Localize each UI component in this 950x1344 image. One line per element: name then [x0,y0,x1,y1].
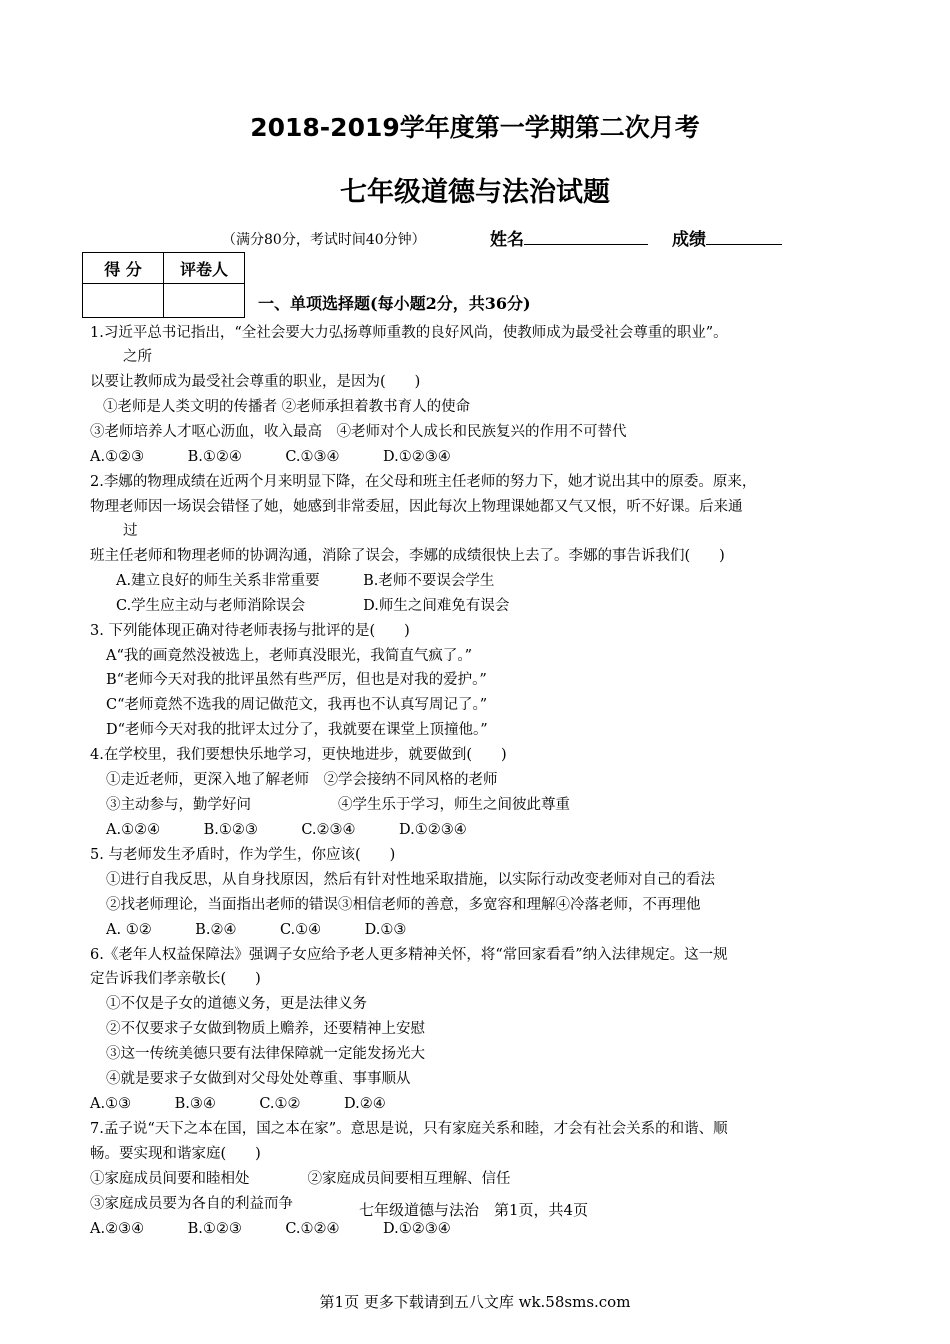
question-line: ③老师培养人才呕心沥血，收入最高 ④老师对个人成长和民族复兴的作用不可替代 [90,424,627,440]
question-line: 物理老师因一场误会错怪了她，她感到非常委屈，因此每次上物理课她都又气又恨，听不好课。后来通 [90,499,743,515]
section-title: 一、单项选择题(每小题2分，共36分) [258,294,531,313]
question-line: B“老师今天对我的批评虽然有些严厉，但也是对我的爱护。” [106,672,487,688]
question-line: ③家庭成员要为各自的利益而争 [90,1196,293,1212]
question-line: 5. 与老师发生矛盾时，作为学生，你应该( ) [90,847,396,863]
score-header: 得 分 [83,253,164,284]
question-line: 畅。要实现和谐家庭( ) [90,1146,261,1162]
question-line: C.学生应主动与老师消除误会 D.师生之间难免有误会 [116,598,510,614]
question-line: 2.李娜的物理成绩在近两个月来明显下降，在父母和班主任老师的努力下，她才说出其中的原委。原来， [90,474,757,490]
score-field [672,225,782,250]
page-footer: 七年级道德与法治 第1页，共4页 [355,1199,592,1220]
question-line: A“我的画竟然没被选上，老师真没眼光，我简直气疯了。” [106,648,473,664]
question-line: A.①③ B.③④ C.①② D.②④ [90,1096,386,1112]
question-line: A.①②④ B.①②③ C.②③④ D.①②③④ [106,822,467,838]
question-line: ①家庭成员间要和睦相处 ②家庭成员间要相互理解、信任 [90,1171,511,1187]
question-line: 以要让教师成为最受社会尊重的职业，是因为( ) [90,374,421,390]
question-line: ①进行自我反思，从自身找原因，然后有针对性地采取措施，以实际行动改变老师对自己的看法 [106,872,715,888]
download-footer: 第1页 更多下载请到五八文库 wk.58sms.com [319,1293,631,1311]
exam-subtitle: 七年级道德与法治试题 [340,177,610,208]
score-table [82,252,245,318]
question-line: A.①②③ B.①②④ C.①③④ D.①②③④ [90,449,451,465]
question-line: ③这一传统美德只要有法律保障就一定能发扬光大 [106,1046,425,1062]
question-line: ②找老师理论，当面指出老师的错误③相信老师的善意，多宽容和理解④冷落老师，不再理他 [106,897,701,913]
question-line: A. ①② B.②④ C.①④ D.①③ [106,922,407,938]
question-line: D“老师今天对我的批评太过分了，我就要在课堂上顶撞他。” [106,722,488,738]
question-line: 6.《老年人权益保障法》强调子女应给予老人更多精神关怀，将“常回家看看”纳入法律规定。这一规 [90,947,728,963]
question-line: ①走近老师，更深入地了解老师 ②学会接纳不同风格的老师 [106,772,498,788]
question-line: C“老师竟然不选我的周记做范文，我再也不认真写周记了。” [106,697,488,713]
question-line: ①老师是人类文明的传播者 ②老师承担着教书育人的使命 [103,399,471,415]
score-blank [706,228,782,245]
question-line: 过 [123,523,138,539]
question-line: A.②③④ B.①②③ C.①②④ D.①②③④ [90,1221,451,1237]
question-line: ③主动参与，勤学好问 ④学生乐于学习，师生之间彼此尊重 [106,797,570,813]
question-line: 3. 下列能体现正确对待老师表扬与批评的是( ) [90,623,410,639]
question-line: 1.习近平总书记指出，“全社会要大力弘扬尊师重教的良好风尚，使教师成为最受社会尊重的职业”。 [90,325,728,341]
score-cell [83,284,164,318]
name-blank [524,228,648,245]
question-line: ①不仅是子女的道德义务，更是法律义务 [106,996,367,1012]
question-line: 定告诉我们孝亲敬长( ) [90,971,261,987]
exam-title: 2018-2019学年度第一学期第二次月考 [250,113,700,142]
question-line: 之所 [123,349,152,365]
question-line: ④就是要求子女做到对父母处处尊重、事事顺从 [106,1071,411,1087]
grader-header: 评卷人 [164,253,245,284]
name-label: 姓名 [490,230,524,250]
question-line: 7.孟子说“天下之本在国，国之本在家”。意思是说，只有家庭关系和睦，才会有社会关系的和谐、顺 [90,1121,728,1137]
question-line: A.建立良好的师生关系非常重要 B.老师不要误会学生 [116,573,495,589]
question-line: 4.在学校里，我们要想快乐地学习，更快地进步，就要做到( ) [90,747,507,763]
score-label: 成绩 [672,230,706,250]
grader-cell [164,284,245,318]
question-line: ②不仅要求子女做到物质上赡养，还要精神上安慰 [106,1021,425,1037]
question-line: 班主任老师和物理老师的协调沟通，消除了误会，李娜的成绩很快上去了。李娜的事告诉我们( ) [90,548,725,564]
name-field [490,225,648,250]
exam-info: （满分80分，考试时间40分钟） [222,232,426,248]
